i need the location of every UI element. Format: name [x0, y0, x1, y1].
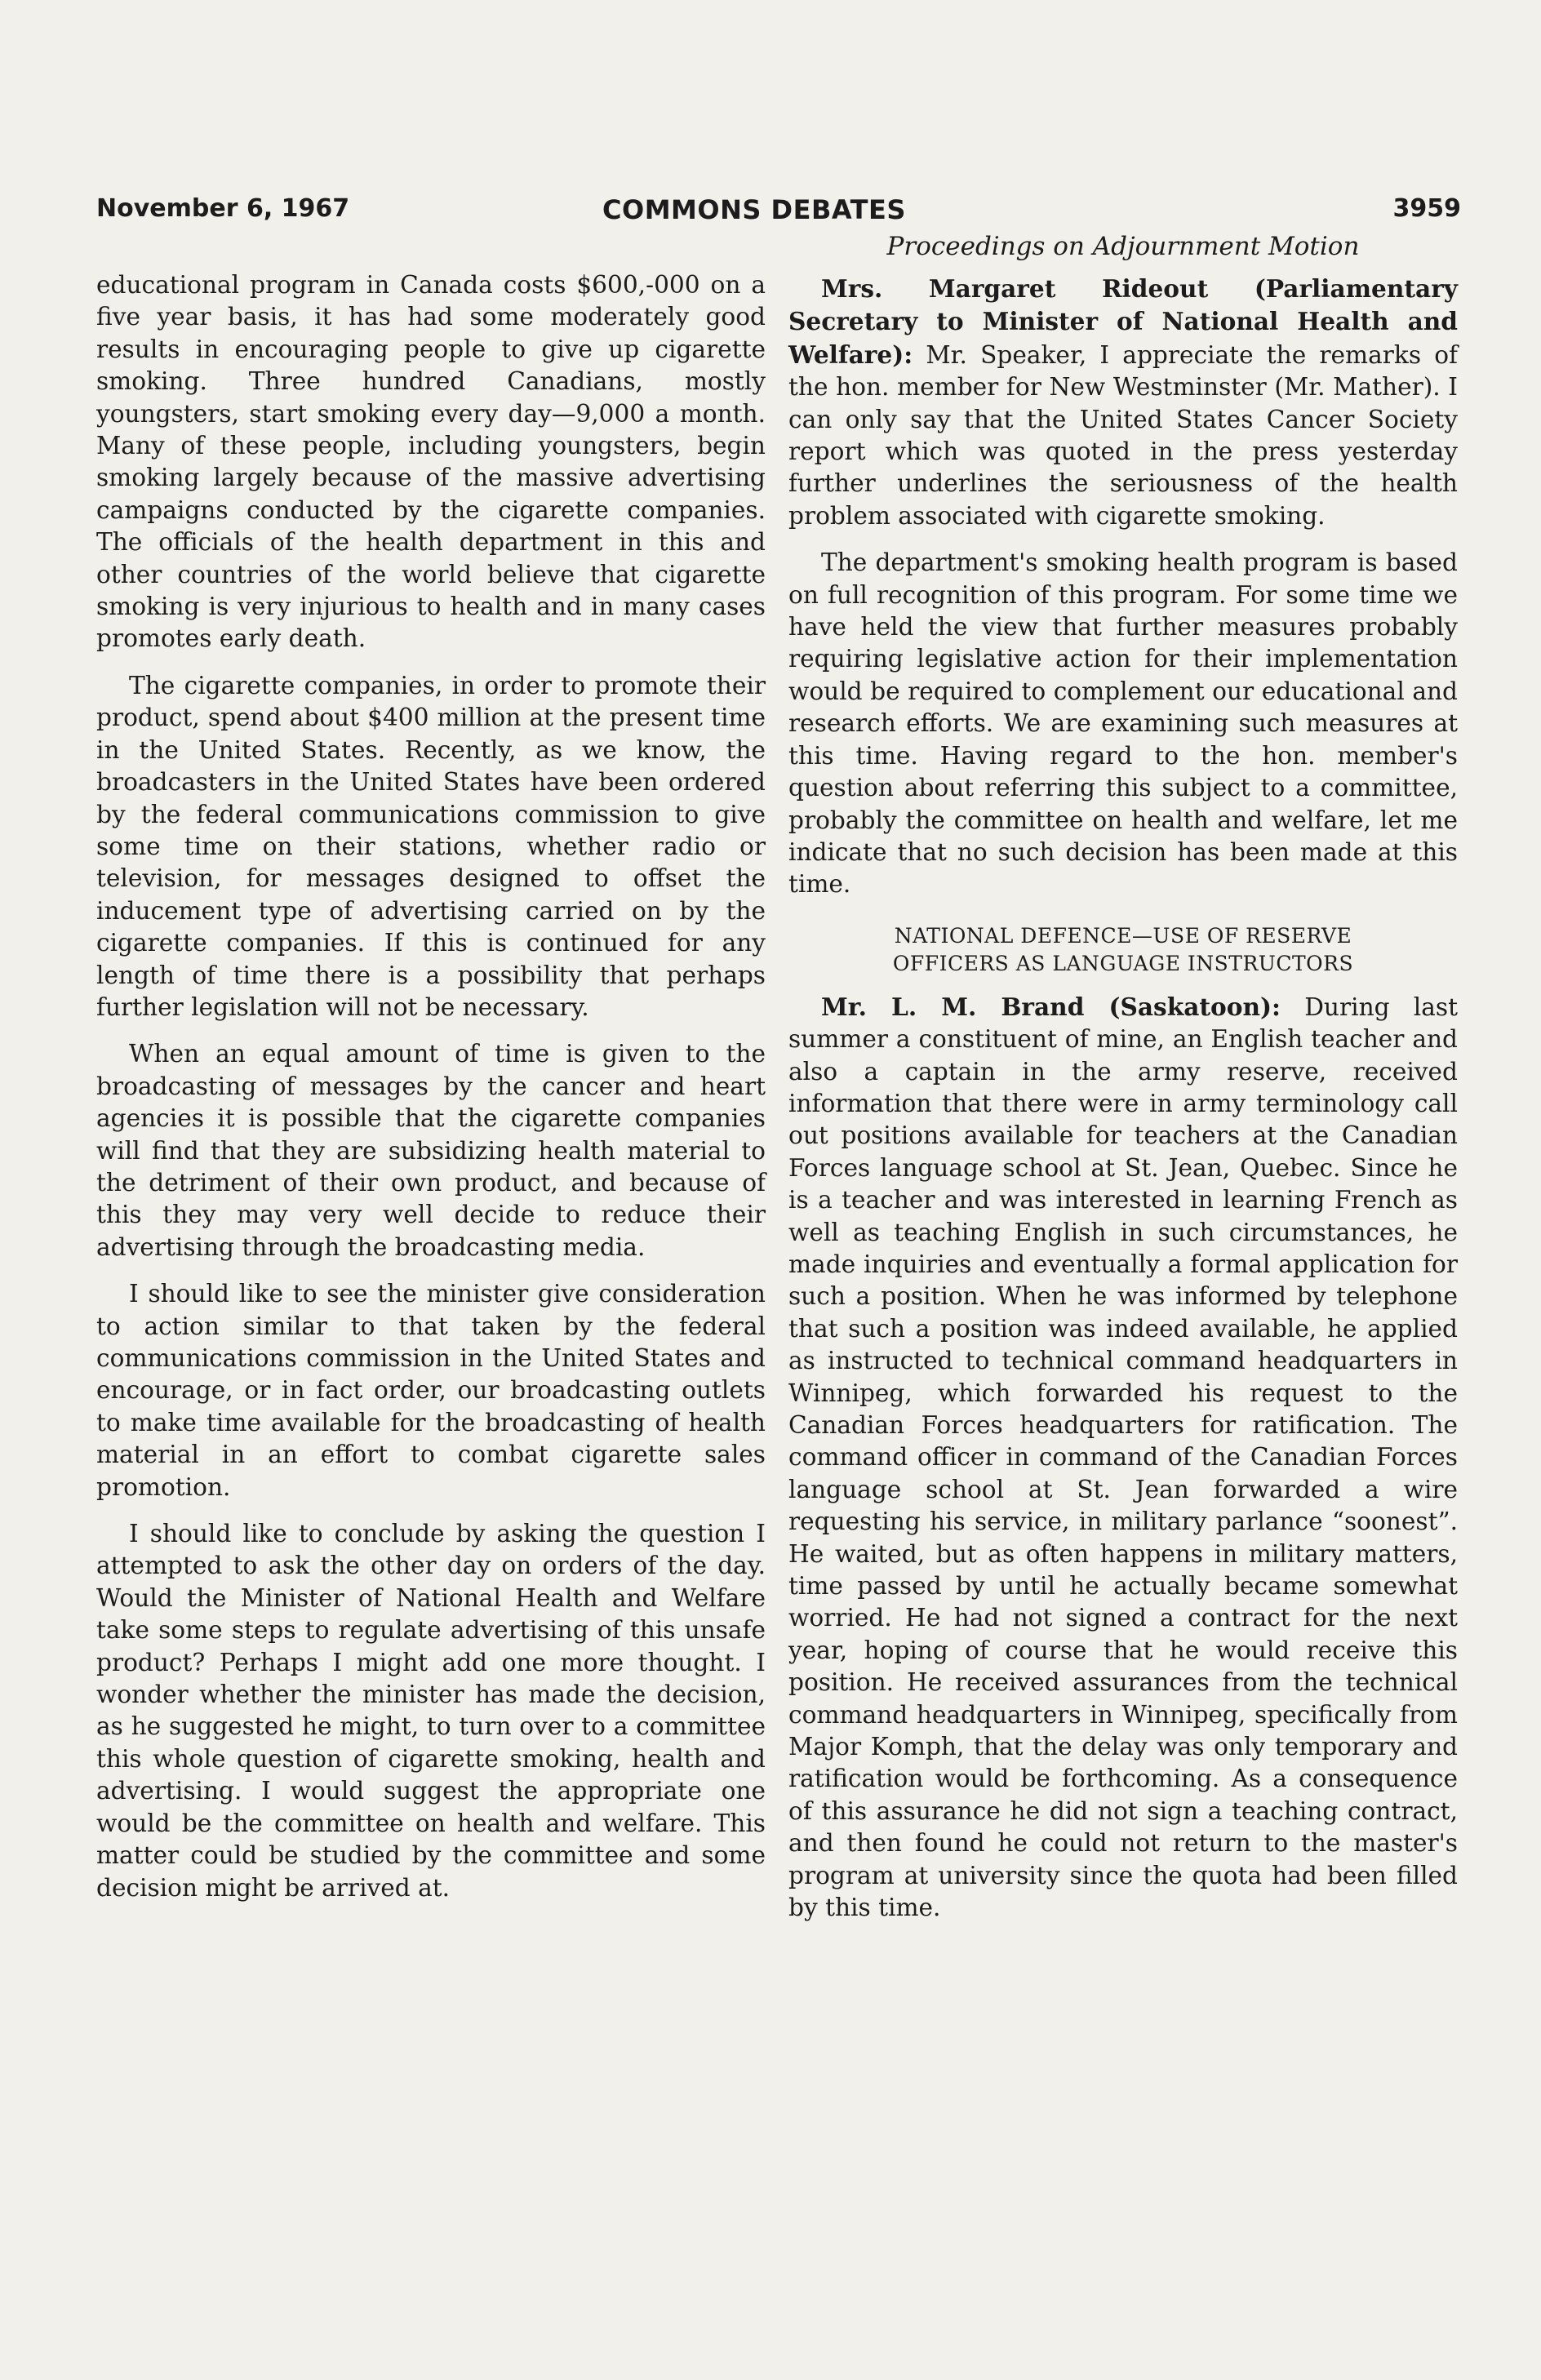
page-header: [96, 194, 1461, 235]
header-title: COMMONS DEBATES: [602, 194, 906, 225]
left-column: [96, 269, 766, 1919]
speech-text: Mr. Speaker, I appreciate the remarks of the hon. member for New Westminster (Mr. Mather). I can only say that the United States Cancer Society report which was quoted in the press yesterday further underlines the seriousness of the health problem associated with cigarette smoking.: [788, 340, 1458, 530]
left-paragraph-2: The cigarette companies, in order to promote their product, spend about $400 million at the present time in the United States. Recently, as we know, the broadcasters in the United States have been ordered by the federal communications commission to give some time on their stations, whether radio or television, for messages designed to offset the inducement type of advertising carried on by the cigarette companies. If this is continued for any length of time there is a possibility that perhaps further legislation will not be necessary.: [96, 671, 766, 1021]
header-date: November 6, 1967: [96, 194, 350, 223]
rideout-speech-paragraph-2: The department's smoking health program is based on full recognition of this program. For some time we have held the view that further measures probably requiring legislative action for their implementation would be required to complement our educational and research efforts. We are examining such measures at this time. Having regard to the hon. member's question about referring this subject to a committee, probably the committee on health and welfare, let me indicate that no such decision has been made at this time.: [788, 548, 1458, 899]
header-page-number: 3959: [1392, 194, 1461, 223]
speech-text: During last summer a constituent of mine, an English teacher and also a captain in the army reserve, received information that there were in army terminology call out positions available for teachers at the Canadian Forces language school at St. Jean, Quebec. Since he is a teacher and was interested in learning French as well as teaching English in such circumstances, he made inquiries and eventually a formal application for such a position. When he was informed by telephone that such a position was indeed available, he applied as instructed to technical command headquarters in Winnipeg, which forwarded his request to the Canadian Forces headquarters for ratification. The command officer in command of the Canadian Forces language school at St. Jean forwarded a wire requesting his service, in military parlance “soonest”. He waited, but as often happens in military matters, time passed by until he actually became somewhat worried. He had not signed a contract for the next year, hoping of course that he would receive this position. He received assurances from the technical command headquarters in Winnipeg, specifically from Major Komph, that the delay was only temporary and ratification would be forthcoming. As a consequence of this assurance he did not sign a teaching contract, and then found he could not return to the master's program at university since the quota had been filled by this time.: [788, 992, 1458, 1922]
left-paragraph-5: I should like to conclude by asking the question I attempted to ask the other day on orders of the day. Would the Minister of National Health and Welfare take some steps to regulate advertising of this unsafe product? Perhaps I might add one more thought. I wonder whether the minister has made the decision, as he suggested he might, to turn over to a committee this whole question of cigarette smoking, health and advertising. I would suggest the appropriate one would be the committee on health and welfare. This matter could be studied by the committee and some decision might be arrived at.: [96, 1520, 766, 1902]
right-column: [788, 230, 1458, 1939]
section-heading: [788, 922, 1458, 978]
left-paragraph-3: When an equal amount of time is given to the broadcasting of messages by the cancer and heart agencies it is possible that the cigarette companies will find that they are subsidizing health material to the detriment of their own product, and because of this they may very well decide to reduce their advertising through the broadcasting media.: [96, 1040, 766, 1261]
speaker-name: Mrs. Margaret Rideout (Parliamentary Secretary to Minister of National Health and Welfare):: [788, 274, 1458, 369]
speaker-name: Mr. L. M. Brand (Saskatoon):: [821, 992, 1281, 1021]
proceedings-heading: Proceedings on Adjournment Motion: [886, 232, 1360, 261]
section-heading-line-2: OFFICERS AS LANGUAGE INSTRUCTORS: [892, 951, 1354, 975]
section-heading-line-1: NATIONAL DEFENCE—USE OF RESERVE: [894, 923, 1352, 948]
left-paragraph-1: educational program in Canada costs $600,-000 on a five year basis, it has had some moderately good results in encouraging people to give up cigarette smoking. Three hundred Canadians, mostly youngsters, start smoking every day—9,000 a month. Many of these people, including youngsters, begin smoking largely because of the massive advertising campaigns conducted by the cigarette companies. The officials of the health department in this and other countries of the world believe that cigarette smoking is very injurious to health and in many cases promotes early death.: [96, 271, 766, 653]
brand-speech-paragraph: [788, 991, 1458, 1925]
rideout-speech-paragraph-1: [788, 273, 1458, 532]
left-paragraph-4: I should like to see the minister give consideration to action similar to that taken by the federal communications commission in the United States and encourage, or in fact order, our broadcasting outlets to make time available for the broadcasting of health material in an effort to combat cigarette sales promotion.: [96, 1280, 766, 1501]
